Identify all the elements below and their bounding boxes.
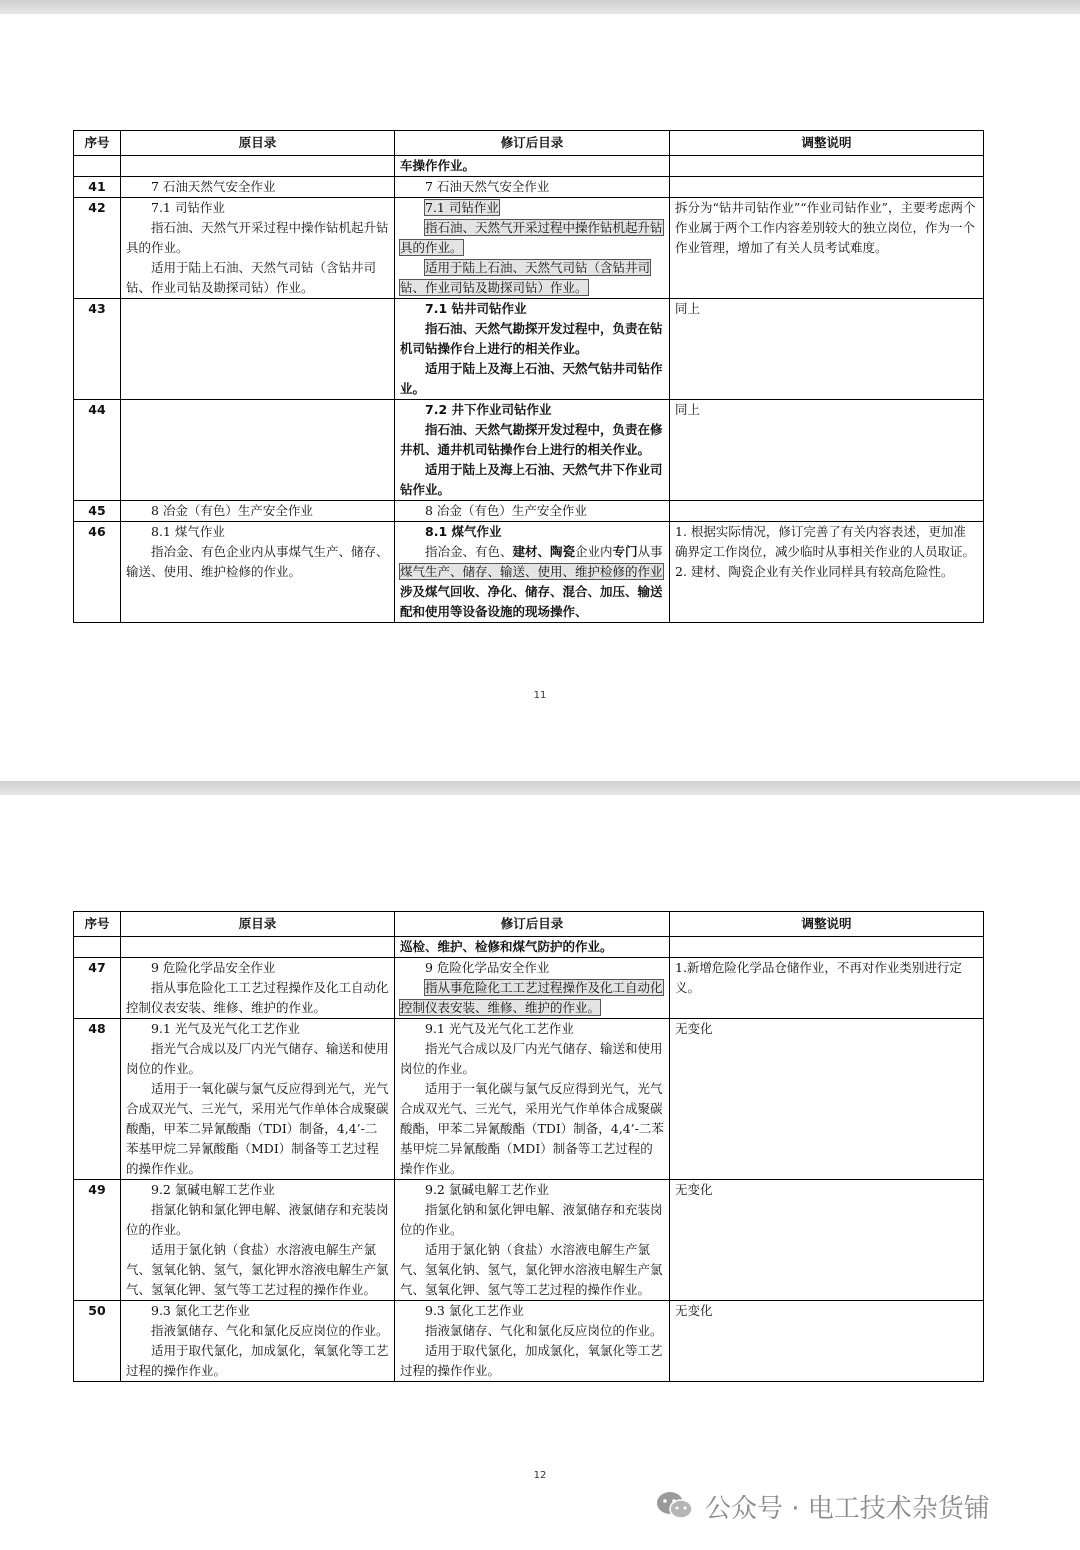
cell-paragraph xyxy=(400,258,664,298)
paragraph-text: 9.1 光气及光气化工艺作业 xyxy=(151,1021,300,1036)
cell-paragraph xyxy=(400,400,664,420)
cell-paragraph xyxy=(400,1240,664,1300)
paragraph-text: 同上 xyxy=(675,402,701,417)
page-separator xyxy=(0,781,1080,795)
added-text: 建材、陶瓷 xyxy=(512,544,576,559)
cell-paragraph xyxy=(400,460,664,500)
revised-catalog-cell xyxy=(395,522,670,623)
cell-paragraph xyxy=(400,501,664,521)
original-catalog-cell xyxy=(121,937,395,958)
page-number: 11 xyxy=(533,690,547,701)
original-catalog-cell xyxy=(121,522,395,623)
cell-paragraph xyxy=(400,198,664,218)
paragraph-text: 8.1 煤气作业 xyxy=(151,524,225,539)
paragraph-text: 指光气合成以及厂内光气储存、输送和使用岗位的作业。 xyxy=(126,1041,389,1076)
cell-paragraph xyxy=(126,258,389,298)
paragraph-text: 适用于氯化钠（食盐）水溶液电解生产氯气、氢氧化钠、氢气，氯化钾水溶液电解生产氯气、氢氧化钾、氢气等工艺过程的操作作业。 xyxy=(126,1242,389,1297)
cell-paragraph xyxy=(126,1240,389,1300)
cell-paragraph xyxy=(675,400,978,420)
table-row xyxy=(74,198,984,299)
paragraph-text: 2. 建材、陶瓷企业有关作业同样具有较高危险性。 xyxy=(675,564,954,579)
paragraph-text: 适用于一氧化碳与氯气反应得到光气，光气合成双光气、三光气，采用光气作单体合成聚碳酸酯，甲苯二异氰酸酯（TDI）制备，4,4’-二苯基甲烷二异氰酸酯（MDI）制备等工艺过程的操作作业。 xyxy=(400,1081,664,1176)
cell-paragraph xyxy=(126,177,389,197)
watermark xyxy=(655,1488,990,1524)
table-row xyxy=(74,177,984,198)
paragraph-text: 9.3 氯化工艺作业 xyxy=(425,1303,524,1318)
adjustment-note-cell xyxy=(670,522,984,623)
paragraph-text: 指氯化钠和氯化钾电解、液氯储存和充装岗位的作业。 xyxy=(400,1202,663,1237)
adjustment-note-cell xyxy=(670,1301,984,1382)
table-header xyxy=(74,131,984,156)
original-catalog-cell xyxy=(121,1019,395,1180)
paragraph-text: 巡检、维护、检修和煤气防护的作业。 xyxy=(400,939,613,954)
paragraph-text: 8 冶金（有色）生产安全作业 xyxy=(151,503,313,518)
table-row xyxy=(74,937,984,958)
cell-paragraph xyxy=(400,1180,664,1200)
paragraph-text: 无变化 xyxy=(675,1182,713,1197)
paragraph-text: 7.2 井下作业司钻作业 xyxy=(425,402,552,417)
cell-paragraph xyxy=(126,1019,389,1039)
added-text: 专门 xyxy=(612,544,638,559)
cell-paragraph xyxy=(400,319,664,359)
highlighted-text: 指从事危险化工工艺过程操作及化工自动化控制仪表安装、维修、维护的作业。 xyxy=(400,980,663,1015)
cell-paragraph xyxy=(675,1301,978,1321)
paragraph-text: 适用于取代氯化，加成氯化，氧氯化等工艺过程的操作作业。 xyxy=(400,1343,663,1378)
adjustment-note-cell xyxy=(670,937,984,958)
cell-paragraph xyxy=(126,1200,389,1240)
paragraph-text: 从事 xyxy=(637,544,663,559)
cell-paragraph xyxy=(400,978,664,1018)
row-number: 47 xyxy=(74,958,121,1019)
wechat-icon xyxy=(655,1490,695,1522)
row-number: 46 xyxy=(74,522,121,623)
paragraph-text: 适用于陆上及海上石油、天然气井下作业司钻作业。 xyxy=(400,462,663,497)
column-header: 调整说明 xyxy=(670,912,984,937)
adjustment-note-cell xyxy=(670,299,984,400)
revised-catalog-cell xyxy=(395,1301,670,1382)
column-header: 序号 xyxy=(74,131,121,156)
cell-paragraph xyxy=(400,177,664,197)
table-row xyxy=(74,958,984,1019)
row-number: 45 xyxy=(74,501,121,522)
paragraph-text: 车操作作业。 xyxy=(400,158,476,173)
cell-paragraph xyxy=(675,958,978,998)
cell-paragraph xyxy=(400,1039,664,1079)
paragraph-text: 指液氯储存、气化和氯化反应岗位的作业。 xyxy=(425,1323,663,1338)
paragraph-text: 指石油、天然气勘探开发过程中，负责在修井机、通井机司钻操作台上进行的相关作业。 xyxy=(400,422,663,457)
row-number: 42 xyxy=(74,198,121,299)
paragraph-text: 同上 xyxy=(675,301,701,316)
paragraph-text: 拆分为“钻井司钻作业”“作业司钻作业”，主要考虑两个作业属于两个工作内容差别较大的独立岗位，作为一个作业管理，增加了有关人员考试难度。 xyxy=(675,200,976,255)
table-row xyxy=(74,501,984,522)
original-catalog-cell xyxy=(121,156,395,177)
paragraph-text: 7 石油天然气安全作业 xyxy=(151,179,276,194)
adjustment-note-cell xyxy=(670,1019,984,1180)
paragraph-text: 7.1 钻井司钻作业 xyxy=(425,301,527,316)
paragraph-text: 指液氯储存、气化和氯化反应岗位的作业。 xyxy=(151,1323,389,1338)
cell-paragraph xyxy=(126,218,389,258)
paragraph-text: 企业内 xyxy=(575,544,613,559)
adjustment-note-cell xyxy=(670,156,984,177)
original-catalog-cell xyxy=(121,177,395,198)
revised-catalog-cell xyxy=(395,937,670,958)
row-number: 43 xyxy=(74,299,121,400)
paragraph-text: 指光气合成以及厂内光气储存、输送和使用岗位的作业。 xyxy=(400,1041,663,1076)
adjustment-note-cell xyxy=(670,400,984,501)
cell-paragraph xyxy=(400,1301,664,1321)
cell-paragraph xyxy=(126,522,389,542)
cell-paragraph xyxy=(400,420,664,460)
cell-paragraph xyxy=(126,1039,389,1079)
paragraph-text: 适用于取代氯化，加成氯化，氧氯化等工艺过程的操作作业。 xyxy=(126,1343,389,1378)
column-header: 原目录 xyxy=(121,912,395,937)
cell-paragraph xyxy=(400,1341,664,1381)
cell-paragraph xyxy=(126,1321,389,1341)
revised-catalog-cell xyxy=(395,1019,670,1180)
paragraph-text: 指石油、天然气开采过程中操作钻机起升钻具的作业。 xyxy=(126,220,389,255)
paragraph-text: 指冶金、有色、 xyxy=(425,544,513,559)
column-header: 原目录 xyxy=(121,131,395,156)
original-catalog-cell xyxy=(121,958,395,1019)
cell-paragraph xyxy=(400,359,664,399)
paragraph-text: 1.新增危险化学品仓储作业，不再对作业类别进行定义。 xyxy=(675,960,962,995)
cell-paragraph xyxy=(126,978,389,1018)
cell-paragraph xyxy=(400,156,664,176)
cell-paragraph xyxy=(400,1321,664,1341)
table-row xyxy=(74,522,984,623)
cell-paragraph xyxy=(126,542,389,582)
cell-paragraph xyxy=(400,1200,664,1240)
original-catalog-cell xyxy=(121,299,395,400)
table-row xyxy=(74,1301,984,1382)
revised-catalog-cell xyxy=(395,400,670,501)
paragraph-text: 适用于陆上石油、天然气司钻（含钻井司钻、作业司钻及勘探司钻）作业。 xyxy=(126,260,377,295)
row-number: 49 xyxy=(74,1180,121,1301)
revised-catalog-cell xyxy=(395,177,670,198)
paragraph-text: 适用于陆上及海上石油、天然气钻井司钻作业。 xyxy=(400,361,663,396)
paragraph-text: 8 冶金（有色）生产安全作业 xyxy=(425,503,587,518)
revised-catalog-cell xyxy=(395,1180,670,1301)
highlighted-text: 指石油、天然气开采过程中操作钻机起升钻具的作业。 xyxy=(400,220,663,255)
paragraph-text: 适用于一氧化碳与氯气反应得到光气，光气合成双光气、三光气，采用光气作单体合成聚碳酸酯，甲苯二异氰酸酯（TDI）制备，4,4’-二苯基甲烷二异氰酸酯（MDI）制备等工艺过程的操作作业。 xyxy=(126,1081,389,1176)
column-header: 修订后目录 xyxy=(395,131,670,156)
added-text: 涉及煤气回收、净化、储存、混合、加压、输送配和使用等设备设施的现场操作、 xyxy=(400,584,663,619)
adjustment-note-cell xyxy=(670,177,984,198)
revised-catalog-cell xyxy=(395,958,670,1019)
original-catalog-cell xyxy=(121,1180,395,1301)
cell-paragraph xyxy=(400,1079,664,1179)
paragraph-text: 适用于氯化钠（食盐）水溶液电解生产氯气、氢氧化钠、氢气，氯化钾水溶液电解生产氯气、氢氧化钾、氢气等工艺过程的操作作业。 xyxy=(400,1242,663,1297)
cell-paragraph xyxy=(126,1079,389,1179)
paragraph-text: 指冶金、有色企业内从事煤气生产、储存、输送、使用、维护检修的作业。 xyxy=(126,544,389,579)
cell-paragraph xyxy=(126,958,389,978)
cell-paragraph xyxy=(400,299,664,319)
table-header xyxy=(74,912,984,937)
paragraph-text: 9.2 氯碱电解工艺作业 xyxy=(151,1182,275,1197)
highlighted-text: 煤气生产、储存、输送、使用、维护检修的作业 xyxy=(400,564,663,579)
paragraph-text: 指从事危险化工工艺过程操作及化工自动化控制仪表安装、维修、维护的作业。 xyxy=(126,980,389,1015)
paragraph-text: 无变化 xyxy=(675,1303,713,1318)
revised-catalog-cell xyxy=(395,299,670,400)
cell-paragraph xyxy=(126,501,389,521)
adjustment-note-cell xyxy=(670,501,984,522)
row-number: 41 xyxy=(74,177,121,198)
cell-paragraph xyxy=(400,542,664,622)
cell-paragraph xyxy=(675,1019,978,1039)
revision-table-page-1 xyxy=(73,130,984,623)
original-catalog-cell xyxy=(121,400,395,501)
paragraph-text: 7.1 司钻作业 xyxy=(151,200,225,215)
paragraph-text: 9.3 氯化工艺作业 xyxy=(151,1303,250,1318)
table-row xyxy=(74,299,984,400)
cell-paragraph xyxy=(675,562,978,582)
page-separator-top xyxy=(0,0,1080,14)
paragraph-text: 1. 根据实际情况，修订完善了有关内容表述，更加准确界定工作岗位，减少临时从事相关作业的人员取证。 xyxy=(675,524,976,559)
watermark-text: 公众号 · 电工技术杂货铺 xyxy=(705,1493,990,1524)
paragraph-text: 9.1 光气及光气化工艺作业 xyxy=(425,1021,574,1036)
paragraph-text: 指石油、天然气勘探开发过程中，负责在钻机司钻操作台上进行的相关作业。 xyxy=(400,321,663,356)
cell-paragraph xyxy=(675,299,978,319)
revised-catalog-cell xyxy=(395,198,670,299)
cell-paragraph xyxy=(400,218,664,258)
page-number: 12 xyxy=(533,1470,547,1481)
row-number: 44 xyxy=(74,400,121,501)
adjustment-note-cell xyxy=(670,958,984,1019)
revision-table-page-2 xyxy=(73,911,984,1382)
row-number: 48 xyxy=(74,1019,121,1180)
cell-paragraph xyxy=(126,1301,389,1321)
cell-paragraph xyxy=(675,198,978,258)
paragraph-text: 9.2 氯碱电解工艺作业 xyxy=(425,1182,549,1197)
table-row xyxy=(74,1019,984,1180)
table-row xyxy=(74,1180,984,1301)
original-catalog-cell xyxy=(121,198,395,299)
revised-catalog-cell xyxy=(395,156,670,177)
adjustment-note-cell xyxy=(670,1180,984,1301)
cell-paragraph xyxy=(400,958,664,978)
original-catalog-cell xyxy=(121,501,395,522)
cell-paragraph xyxy=(400,937,664,957)
column-header: 修订后目录 xyxy=(395,912,670,937)
paragraph-text: 7 石油天然气安全作业 xyxy=(425,179,550,194)
highlighted-text: 适用于陆上石油、天然气司钻（含钻井司钻、作业司钻及勘探司钻）作业。 xyxy=(400,260,651,295)
revised-catalog-cell xyxy=(395,501,670,522)
adjustment-note-cell xyxy=(670,198,984,299)
row-number: 50 xyxy=(74,1301,121,1382)
cell-paragraph xyxy=(675,1180,978,1200)
highlighted-text: 7.1 司钻作业 xyxy=(425,200,499,215)
paragraph-text: 指氯化钠和氯化钾电解、液氯储存和充装岗位的作业。 xyxy=(126,1202,389,1237)
paragraph-text: 无变化 xyxy=(675,1021,713,1036)
table-row xyxy=(74,400,984,501)
cell-paragraph xyxy=(126,1341,389,1381)
cell-paragraph xyxy=(126,1180,389,1200)
paragraph-text: 9 危险化学品安全作业 xyxy=(425,960,550,975)
paragraph-text: 9 危险化学品安全作业 xyxy=(151,960,276,975)
cell-paragraph xyxy=(400,1019,664,1039)
table-row xyxy=(74,156,984,177)
row-number xyxy=(74,156,121,177)
column-header: 调整说明 xyxy=(670,131,984,156)
original-catalog-cell xyxy=(121,1301,395,1382)
cell-paragraph xyxy=(126,198,389,218)
column-header: 序号 xyxy=(74,912,121,937)
cell-paragraph xyxy=(675,522,978,562)
row-number xyxy=(74,937,121,958)
paragraph-text: 8.1 煤气作业 xyxy=(425,524,502,539)
